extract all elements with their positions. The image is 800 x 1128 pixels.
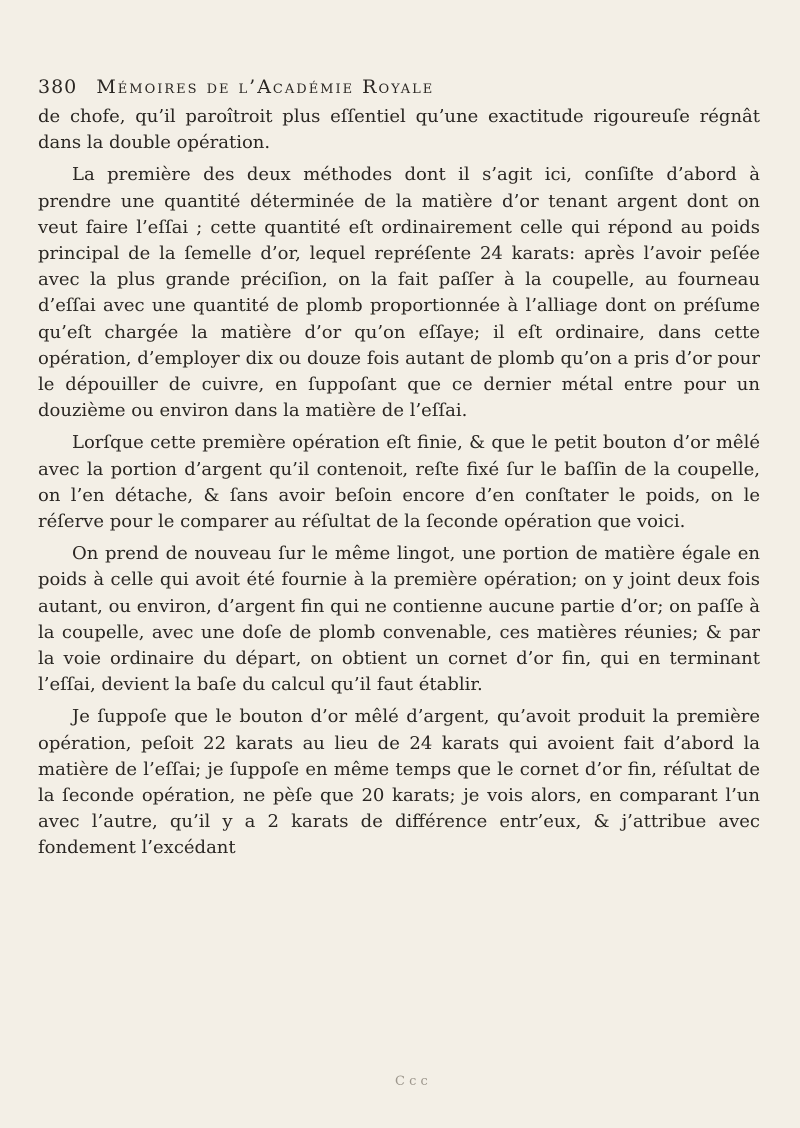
running-title: Mémoires de l’Académie Royale: [96, 76, 435, 98]
page-number: 380: [38, 76, 78, 98]
paragraph: Je ſuppoſe que le bouton d’or mêlé d’argent, qu’avoit produit la première opération, peſoit 22 karats au lieu de 24 karats qui avoient fait d’abord la matière de l’eſſai; je ſuppoſe en même temps que le cornet d’or fin, réſultat de la ſeconde opération, ne pèſe que 20 karats; je vois alors, en comparant l’un avec l’autre, qu’il y a 2 karats de différence entr’eux, & j’attribue avec fondement l’excédant: [38, 706, 760, 859]
running-header: [38, 76, 758, 98]
paragraph: La première des deux méthodes dont il s’agit ici, conſiſte d’abord à prendre une quantité déterminée de la matière d’or tenant argent dont on veut faire l’eſſai ; cette quantité eſt ordinairement celle qui répond au poids principal de la ſemelle d’or, lequel repréſente 24 karats: après l’avoir peſée avec la plus grande préciſion, on la fait paſſer à la coupelle, au fourneau d’eſſai avec une quantité de plomb proportionnée à l’alliage dont on préſume qu’eſt chargée la matière d’or qu’on eſſaye; il eſt ordinaire, dans cette opération, d’employer dix ou douze fois autant de plomb qu’on a pris d’or pour le dépouiller de cuivre, en ſuppoſant que ce dernier métal entre pour un douzième ou environ dans la matière de l’eſſai.: [38, 164, 760, 422]
signature-mark: C c c: [395, 1074, 428, 1089]
paragraph: Lorſque cette première opération eſt finie, & que le petit bouton d’or mêlé avec la portion d’argent qu’il contenoit, reſte fixé ſur le baſſin de la coupelle, on l’en détache, & ſans avoir beſoin encore d’en conſtater le poids, on le réſerve pour le comparer au réſultat de la ſeconde opération que voici.: [38, 432, 760, 533]
body-text: [38, 104, 760, 868]
paragraph: de chofe, qu’il paroîtroit plus eſſentiel qu’une exactitude rigoureuſe régnât dans la double opération.: [38, 106, 760, 154]
paragraph: On prend de nouveau ſur le même lingot, une portion de matière égale en poids à celle qui avoit été fournie à la première opération; on y joint deux fois autant, ou environ, d’argent fin qui ne contienne aucune partie d’or; on paſſe à la coupelle, avec une doſe de plomb convenable, ces matières réunies; & par la voie ordinaire du départ, on obtient un cornet d’or fin, qui en terminant l’eſſai, devient la baſe du calcul qu’il faut établir.: [38, 543, 760, 696]
